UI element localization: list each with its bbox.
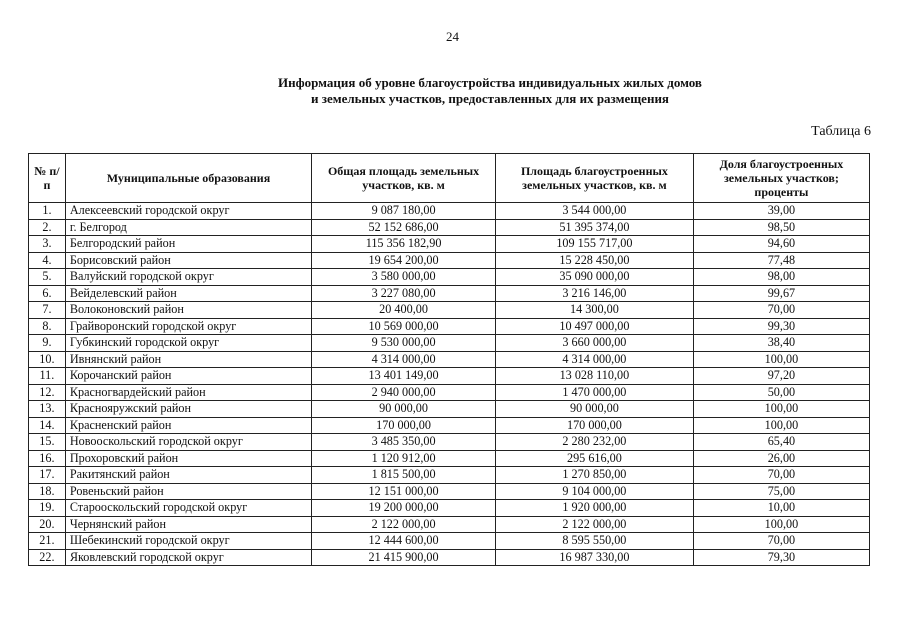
- share-value: 50,00: [693, 384, 869, 401]
- municipality-name: Ровеньский район: [65, 483, 311, 500]
- municipality-name: Шебекинский городской округ: [65, 533, 311, 550]
- table-row: [29, 450, 870, 467]
- share-value: 77,48: [693, 252, 869, 269]
- table-label: Таблица 6: [811, 124, 871, 139]
- share-value: 99,67: [693, 285, 869, 302]
- share-value: 100,00: [693, 401, 869, 418]
- total-area-value: 52 152 686,00: [312, 219, 496, 236]
- improved-area-value: 15 228 450,00: [495, 252, 693, 269]
- total-area-value: 170 000,00: [312, 417, 496, 434]
- share-value: 100,00: [693, 351, 869, 368]
- municipality-name: Борисовский район: [65, 252, 311, 269]
- header-improved-area: Площадь благоустроенных земельных участков, кв. м: [495, 154, 693, 203]
- total-area-value: 1 120 912,00: [312, 450, 496, 467]
- table-body: [29, 203, 870, 566]
- table-row: [29, 285, 870, 302]
- share-value: 10,00: [693, 500, 869, 517]
- row-number: 15.: [29, 434, 66, 451]
- total-area-value: 3 485 350,00: [312, 434, 496, 451]
- table-row: [29, 401, 870, 418]
- row-number: 22.: [29, 549, 66, 566]
- municipality-name: Корочанский район: [65, 368, 311, 385]
- title-line-1: Информация об уровне благоустройства индивидуальных жилых домов: [278, 75, 702, 90]
- municipality-name: Красненский район: [65, 417, 311, 434]
- share-value: 97,20: [693, 368, 869, 385]
- total-area-value: 1 815 500,00: [312, 467, 496, 484]
- total-area-value: 20 400,00: [312, 302, 496, 319]
- total-area-value: 2 940 000,00: [312, 384, 496, 401]
- total-area-value: 90 000,00: [312, 401, 496, 418]
- header-share: Доля благоустроенных земельных участков; проценты: [693, 154, 869, 203]
- total-area-value: 12 151 000,00: [312, 483, 496, 500]
- table-row: [29, 549, 870, 566]
- municipality-name: Новооскольский городской округ: [65, 434, 311, 451]
- share-value: 100,00: [693, 516, 869, 533]
- row-number: 4.: [29, 252, 66, 269]
- row-number: 18.: [29, 483, 66, 500]
- total-area-value: 9 087 180,00: [312, 203, 496, 220]
- document-title: [60, 75, 905, 107]
- share-value: 65,40: [693, 434, 869, 451]
- table-row: [29, 500, 870, 517]
- row-number: 11.: [29, 368, 66, 385]
- table-row: [29, 483, 870, 500]
- municipality-name: Красногвардейский район: [65, 384, 311, 401]
- row-number: 10.: [29, 351, 66, 368]
- municipality-name: г. Белгород: [65, 219, 311, 236]
- row-number: 3.: [29, 236, 66, 253]
- table-row: [29, 236, 870, 253]
- row-number: 9.: [29, 335, 66, 352]
- table-row: [29, 417, 870, 434]
- share-value: 70,00: [693, 533, 869, 550]
- table-row: [29, 384, 870, 401]
- total-area-value: 3 227 080,00: [312, 285, 496, 302]
- improved-area-value: 2 280 232,00: [495, 434, 693, 451]
- municipality-name: Чернянский район: [65, 516, 311, 533]
- table-header-row: [29, 154, 870, 203]
- improvement-table: [28, 153, 870, 566]
- share-value: 98,00: [693, 269, 869, 286]
- header-total-area: Общая площадь земельных участков, кв. м: [312, 154, 496, 203]
- table-row: [29, 219, 870, 236]
- row-number: 14.: [29, 417, 66, 434]
- table-row: [29, 467, 870, 484]
- table-row: [29, 351, 870, 368]
- total-area-value: 13 401 149,00: [312, 368, 496, 385]
- table-row: [29, 302, 870, 319]
- row-number: 20.: [29, 516, 66, 533]
- share-value: 75,00: [693, 483, 869, 500]
- improved-area-value: 8 595 550,00: [495, 533, 693, 550]
- row-number: 1.: [29, 203, 66, 220]
- table-row: [29, 318, 870, 335]
- total-area-value: 19 654 200,00: [312, 252, 496, 269]
- row-number: 17.: [29, 467, 66, 484]
- municipality-name: Старооскольский городской округ: [65, 500, 311, 517]
- row-number: 21.: [29, 533, 66, 550]
- improved-area-value: 3 216 146,00: [495, 285, 693, 302]
- improved-area-value: 14 300,00: [495, 302, 693, 319]
- total-area-value: 4 314 000,00: [312, 351, 496, 368]
- row-number: 6.: [29, 285, 66, 302]
- municipality-name: Вейделевский район: [65, 285, 311, 302]
- share-value: 79,30: [693, 549, 869, 566]
- improved-area-value: 35 090 000,00: [495, 269, 693, 286]
- improved-area-value: 295 616,00: [495, 450, 693, 467]
- total-area-value: 10 569 000,00: [312, 318, 496, 335]
- share-value: 39,00: [693, 203, 869, 220]
- table-row: [29, 269, 870, 286]
- total-area-value: 19 200 000,00: [312, 500, 496, 517]
- improved-area-value: 2 122 000,00: [495, 516, 693, 533]
- table-row: [29, 434, 870, 451]
- total-area-value: 2 122 000,00: [312, 516, 496, 533]
- municipality-name: Ракитянский район: [65, 467, 311, 484]
- share-value: 94,60: [693, 236, 869, 253]
- share-value: 26,00: [693, 450, 869, 467]
- table-row: [29, 368, 870, 385]
- total-area-value: 12 444 600,00: [312, 533, 496, 550]
- municipality-name: Грайворонский городской округ: [65, 318, 311, 335]
- municipality-name: Валуйский городской округ: [65, 269, 311, 286]
- municipality-name: Волоконовский район: [65, 302, 311, 319]
- page-number: 24: [446, 29, 459, 44]
- improved-area-value: 1 920 000,00: [495, 500, 693, 517]
- table-row: [29, 203, 870, 220]
- row-number: 5.: [29, 269, 66, 286]
- row-number: 13.: [29, 401, 66, 418]
- share-value: 38,40: [693, 335, 869, 352]
- row-number: 12.: [29, 384, 66, 401]
- header-municipality: Муниципальные образования: [65, 154, 311, 203]
- improved-area-value: 16 987 330,00: [495, 549, 693, 566]
- row-number: 7.: [29, 302, 66, 319]
- improved-area-value: 170 000,00: [495, 417, 693, 434]
- municipality-name: Прохоровский район: [65, 450, 311, 467]
- share-value: 99,30: [693, 318, 869, 335]
- total-area-value: 3 580 000,00: [312, 269, 496, 286]
- share-value: 70,00: [693, 302, 869, 319]
- municipality-name: Губкинский городской округ: [65, 335, 311, 352]
- row-number: 8.: [29, 318, 66, 335]
- improved-area-value: 90 000,00: [495, 401, 693, 418]
- municipality-name: Краснояружский район: [65, 401, 311, 418]
- improved-area-value: 3 660 000,00: [495, 335, 693, 352]
- municipality-name: Белгородский район: [65, 236, 311, 253]
- share-value: 70,00: [693, 467, 869, 484]
- header-num: № п/п: [29, 154, 66, 203]
- row-number: 2.: [29, 219, 66, 236]
- municipality-name: Ивнянский район: [65, 351, 311, 368]
- improved-area-value: 51 395 374,00: [495, 219, 693, 236]
- share-value: 98,50: [693, 219, 869, 236]
- title-line-2: и земельных участков, предоставленных для их размещения: [311, 91, 669, 106]
- row-number: 19.: [29, 500, 66, 517]
- improved-area-value: 1 470 000,00: [495, 384, 693, 401]
- total-area-value: 115 356 182,90: [312, 236, 496, 253]
- total-area-value: 9 530 000,00: [312, 335, 496, 352]
- share-value: 100,00: [693, 417, 869, 434]
- total-area-value: 21 415 900,00: [312, 549, 496, 566]
- table-row: [29, 516, 870, 533]
- improved-area-value: 3 544 000,00: [495, 203, 693, 220]
- municipality-name: Алексеевский городской округ: [65, 203, 311, 220]
- improved-area-value: 9 104 000,00: [495, 483, 693, 500]
- improved-area-value: 1 270 850,00: [495, 467, 693, 484]
- improved-area-value: 109 155 717,00: [495, 236, 693, 253]
- table-row: [29, 335, 870, 352]
- improved-area-value: 4 314 000,00: [495, 351, 693, 368]
- municipality-name: Яковлевский городской округ: [65, 549, 311, 566]
- table-row: [29, 533, 870, 550]
- improved-area-value: 10 497 000,00: [495, 318, 693, 335]
- table-row: [29, 252, 870, 269]
- improved-area-value: 13 028 110,00: [495, 368, 693, 385]
- row-number: 16.: [29, 450, 66, 467]
